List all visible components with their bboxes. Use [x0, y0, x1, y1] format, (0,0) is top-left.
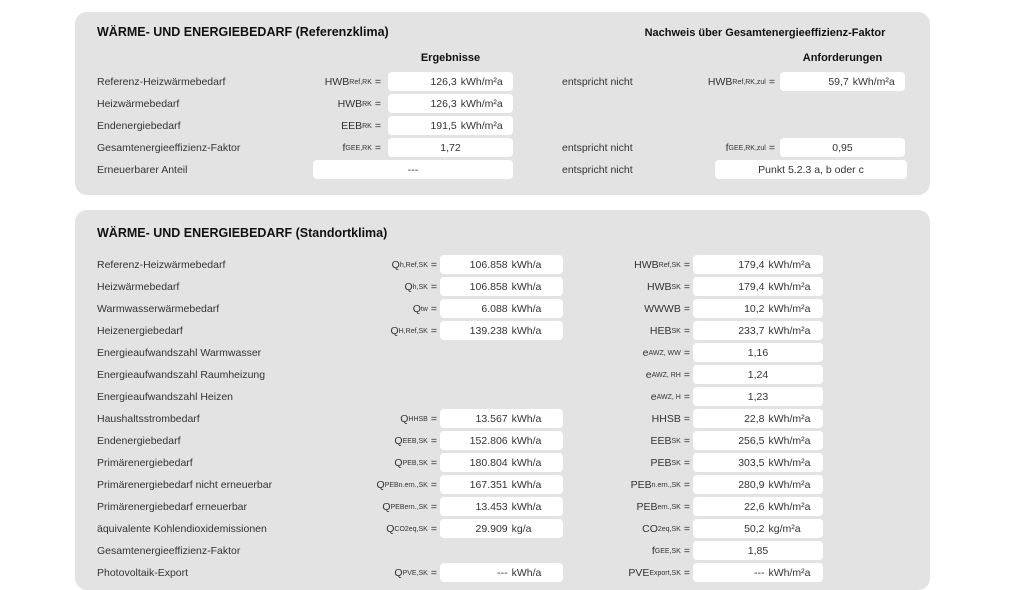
wide-value-box: [313, 160, 513, 179]
value: 13.453: [475, 500, 508, 513]
unit: kWh/m²a: [768, 456, 811, 469]
symbol-base: Q: [386, 523, 395, 535]
table-row: [75, 343, 930, 363]
value: 139.238: [469, 324, 508, 337]
value: 126,3: [430, 97, 457, 110]
symbol-base: PEB: [636, 501, 658, 513]
symbol-base: CO: [642, 523, 658, 535]
value: 233,7: [738, 324, 765, 337]
value: 50,2: [744, 522, 765, 535]
value: ---: [497, 566, 508, 579]
unit: kg/m²a: [768, 522, 801, 535]
symbol: [245, 563, 437, 583]
equals-sign: =: [768, 76, 775, 88]
symbol: [245, 519, 437, 539]
symbol-base: EEB: [341, 120, 363, 132]
symbol: [545, 409, 690, 429]
value-box: [693, 453, 823, 472]
table-row: [75, 299, 930, 319]
value: Punkt 5.2.3 a, b oder c: [758, 163, 864, 176]
symbol: [245, 277, 437, 297]
value: 303,5: [738, 456, 765, 469]
value-box: [388, 138, 513, 157]
symbol: [245, 431, 437, 451]
value: ---: [407, 163, 419, 176]
symbol-base: HWB: [337, 98, 363, 110]
symbol-base: Q: [376, 479, 385, 491]
unit: kWh/a: [511, 456, 542, 469]
equals-sign: =: [683, 457, 690, 469]
row-label: Heizwärmebedarf: [97, 281, 180, 293]
equals-sign: =: [683, 325, 690, 337]
panel-standortklima: [75, 210, 930, 590]
symbol-subscript: GEE,RK,zul: [728, 144, 766, 152]
unit: kWh/a: [511, 280, 542, 293]
equals-sign: =: [683, 281, 690, 293]
row-label: Photovoltaik-Export: [97, 567, 189, 579]
symbol: [195, 138, 381, 158]
wide-value-box: [715, 160, 907, 179]
symbol: [545, 387, 690, 407]
row-label: Gesamtenergieeffizienz-Faktor: [97, 545, 241, 557]
value: 10,2: [744, 302, 765, 315]
symbol-base: EEB: [650, 435, 672, 447]
value-box: [693, 299, 823, 318]
equals-sign: =: [430, 457, 437, 469]
unit: kWh/a: [511, 412, 542, 425]
equals-sign: =: [683, 303, 690, 315]
equals-sign: =: [430, 303, 437, 315]
unit: kWh/a: [511, 302, 542, 315]
mid-status: entspricht nicht: [562, 142, 633, 154]
value: 179,4: [738, 280, 765, 293]
value: 191,5: [430, 119, 457, 132]
value-box: [693, 409, 823, 428]
symbol-base: f: [725, 142, 729, 154]
equals-sign: =: [683, 259, 690, 271]
symbol-base: f: [342, 142, 346, 154]
row-label: Primärenergiebedarf nicht erneuerbar: [97, 479, 273, 491]
symbol: [195, 116, 381, 136]
column-heading-ergebnisse: Ergebnisse: [420, 52, 481, 64]
value: 106.858: [469, 258, 508, 271]
value: 0,95: [832, 141, 853, 154]
table-row: [75, 387, 930, 407]
row-label: Referenz-Heizwärmebedarf: [97, 259, 226, 271]
symbol: [545, 563, 690, 583]
symbol: [545, 321, 690, 341]
nachweis-heading: Nachweis über Gesamtenergieeffizienz-Faktor: [644, 27, 886, 39]
equals-sign: =: [683, 501, 690, 513]
symbol: [545, 255, 690, 275]
value-box: [693, 255, 823, 274]
equals-sign: =: [683, 545, 690, 557]
table-row: [75, 277, 930, 297]
symbol: [545, 541, 690, 561]
unit: kg/a: [511, 522, 532, 535]
value: 152.806: [469, 434, 508, 447]
symbol-subscript: PEB,SK: [402, 459, 428, 467]
value-box: [693, 563, 823, 582]
table-row: [75, 453, 930, 473]
table-row: [75, 160, 930, 180]
symbol: [545, 277, 690, 297]
symbol-subscript: PEBern.,SK: [390, 503, 428, 511]
value: 126,3: [430, 75, 457, 88]
symbol: [195, 72, 381, 92]
value: 167.351: [469, 478, 508, 491]
value-box: [693, 343, 823, 362]
symbol-subscript: Ref,SK: [658, 261, 681, 269]
row-label: Primärenergiebedarf erneuerbar: [97, 501, 247, 513]
unit: kWh/a: [511, 434, 542, 447]
unit: kWh/m²a: [768, 302, 811, 315]
symbol-subscript: tw: [420, 305, 428, 313]
equals-sign: =: [768, 142, 775, 154]
value: 22,8: [744, 412, 765, 425]
symbol-base: HWB: [647, 281, 672, 293]
symbol-base: HWB: [324, 76, 350, 88]
row-label: Energieaufwandszahl Warmwasser: [97, 347, 262, 359]
unit: kWh/m²a: [768, 500, 811, 513]
symbol-base: Q: [390, 325, 399, 337]
value-box: [693, 321, 823, 340]
value-box: [693, 519, 823, 538]
equals-sign: =: [430, 567, 437, 579]
equals-sign: =: [683, 479, 690, 491]
symbol-subscript: PVE,SK: [402, 569, 428, 577]
symbol-subscript: H,Ref,SK: [398, 327, 428, 335]
symbol-subscript: AWZ, WW: [648, 349, 681, 357]
unit: kWh/m²a: [768, 324, 811, 337]
equals-sign: =: [430, 281, 437, 293]
symbol-subscript: h,SK: [412, 283, 428, 291]
symbol: [545, 497, 690, 517]
unit: kWh/m²a: [460, 119, 503, 132]
table-row: [75, 541, 930, 561]
value: 280,9: [738, 478, 765, 491]
unit: kWh/a: [511, 478, 542, 491]
row-label: Energieaufwandszahl Raumheizung: [97, 369, 266, 381]
symbol-subscript: RK: [362, 100, 372, 108]
column-heading-anforderungen: Anforderungen: [802, 52, 883, 64]
value-box: [693, 431, 823, 450]
value: 1,23: [747, 390, 769, 403]
equals-sign: =: [374, 76, 381, 88]
symbol: [545, 453, 690, 473]
symbol-subscript: h,Ref,SK: [399, 261, 428, 269]
symbol-subscript: RK: [362, 122, 372, 130]
value-box: [693, 475, 823, 494]
symbol-subscript: SK: [671, 437, 681, 445]
symbol-base: PEB: [630, 479, 652, 491]
value: 29.909: [475, 522, 508, 535]
symbol-subscript: SK: [671, 327, 681, 335]
equals-sign: =: [683, 523, 690, 535]
symbol-base: Q: [394, 457, 403, 469]
row-label: Endenergiebedarf: [97, 435, 181, 447]
symbol: [545, 299, 690, 319]
value-box: [693, 387, 823, 406]
table-row: [75, 431, 930, 451]
symbol: [615, 72, 775, 92]
symbol-base: PEB: [650, 457, 672, 469]
table-row: [75, 321, 930, 341]
equals-sign: =: [430, 413, 437, 425]
value: 1,85: [747, 544, 769, 557]
value: 179,4: [738, 258, 765, 271]
row-label: Erneuerbarer Anteil: [97, 164, 188, 176]
symbol-base: HWB: [707, 76, 733, 88]
symbol: [245, 299, 437, 319]
unit: kWh/m²a: [460, 75, 503, 88]
symbol-base: Q: [382, 501, 391, 513]
row-label: Warmwasserwärmebedarf: [97, 303, 220, 315]
unit: kWh/m²a: [768, 258, 811, 271]
equals-sign: =: [430, 479, 437, 491]
equals-sign: =: [683, 369, 690, 381]
symbol-subscript: EEB,SK: [402, 437, 428, 445]
table-row: [75, 409, 930, 429]
symbol-base: HWB: [634, 259, 659, 271]
symbol-subscript: n.ern.,SK: [651, 481, 681, 489]
value-box: [693, 497, 823, 516]
symbol-base: Q: [394, 567, 403, 579]
table-row: [75, 497, 930, 517]
symbol-subscript: Ref,RK: [349, 78, 372, 86]
symbol: [545, 519, 690, 539]
symbol-base: e: [650, 391, 657, 403]
symbol-subscript: GEE,RK: [345, 144, 372, 152]
panel-title: WÄRME- UND ENERGIEBEDARF (Referenzklima): [97, 25, 389, 39]
symbol: [245, 497, 437, 517]
value-box: [780, 138, 905, 157]
value-box: [388, 94, 513, 113]
symbol: [245, 475, 437, 495]
value: 106.858: [469, 280, 508, 293]
mid-status: entspricht nicht: [562, 76, 633, 88]
equals-sign: =: [374, 98, 381, 110]
unit: kWh/m²a: [768, 566, 811, 579]
unit: kWh/m²a: [852, 75, 895, 88]
symbol: [545, 365, 690, 385]
equals-sign: =: [430, 435, 437, 447]
equals-sign: =: [374, 142, 381, 154]
symbol-base: HHSB: [651, 413, 681, 425]
value: 6.088: [481, 302, 508, 315]
unit: kWh/a: [511, 324, 542, 337]
value: 256,5: [738, 434, 765, 447]
value: 59,7: [828, 75, 849, 88]
symbol-subscript: AWZ, H: [656, 393, 681, 401]
table-row: [75, 563, 930, 583]
table-row: [75, 365, 930, 385]
unit: kWh/a: [511, 566, 542, 579]
symbol-subscript: GEE,SK: [654, 547, 681, 555]
table-row: [75, 138, 930, 158]
unit: kWh/m²a: [768, 478, 811, 491]
symbol-subscript: CO2eq,SK: [394, 525, 428, 533]
symbol: [245, 321, 437, 341]
panel-referenzklima: [75, 12, 930, 195]
symbol: [245, 255, 437, 275]
table-row: [75, 255, 930, 275]
symbol-base: HEB: [649, 325, 672, 337]
symbol-subscript: 2eq,SK: [657, 525, 681, 533]
symbol-base: Q: [412, 303, 421, 315]
value: 1,72: [440, 141, 461, 154]
table-row: [75, 116, 930, 136]
unit: kWh/a: [511, 500, 542, 513]
table-row: [75, 475, 930, 495]
equals-sign: =: [683, 435, 690, 447]
panel-title: WÄRME- UND ENERGIEBEDARF (Standortklima): [97, 226, 388, 240]
equals-sign: =: [374, 120, 381, 132]
row-label: Heizenergiebedarf: [97, 325, 183, 337]
symbol-base: e: [642, 347, 649, 359]
row-label: Heizwärmebedarf: [97, 98, 180, 110]
symbol-base: Q: [391, 259, 400, 271]
symbol-base: Q: [404, 281, 413, 293]
symbol-subscript: SK: [671, 459, 681, 467]
value: 22,6: [744, 500, 765, 513]
table-row: [75, 519, 930, 539]
symbol: [615, 138, 775, 158]
symbol-base: f: [651, 545, 655, 557]
unit: kWh/m²a: [460, 97, 503, 110]
row-label: Gesamtenergieeffizienz-Faktor: [97, 142, 241, 154]
value-box: [780, 72, 905, 91]
symbol-subscript: Ref,RK,zul: [732, 78, 766, 86]
row-label: äquivalente Kohlendioxidemissionen: [97, 523, 267, 535]
unit: kWh/m²a: [768, 280, 811, 293]
symbol-base: WWWB: [644, 303, 681, 315]
symbol-subscript: HHSB: [408, 415, 428, 423]
symbol-base: Q: [400, 413, 409, 425]
mid-status: entspricht nicht: [562, 164, 633, 176]
symbol-base: Q: [394, 435, 403, 447]
row-label: Primärenergiebedarf: [97, 457, 193, 469]
row-label: Energieaufwandszahl Heizen: [97, 391, 234, 403]
symbol-subscript: AWZ, RH: [651, 371, 681, 379]
row-label: Haushaltsstrombedarf: [97, 413, 200, 425]
symbol-base: PVE: [628, 567, 650, 579]
equals-sign: =: [430, 523, 437, 535]
value-box: [388, 72, 513, 91]
symbol-base: e: [645, 369, 652, 381]
value-box: [693, 365, 823, 384]
symbol: [245, 409, 437, 429]
symbol-subscript: Export,SK: [649, 569, 681, 577]
equals-sign: =: [430, 259, 437, 271]
value: 1,16: [747, 346, 769, 359]
table-row: [75, 72, 930, 92]
symbol-subscript: SK: [671, 283, 681, 291]
value-box: [693, 541, 823, 560]
value-box: [388, 116, 513, 135]
equals-sign: =: [683, 413, 690, 425]
symbol-subscript: ern.,SK: [657, 503, 681, 511]
row-label: Endenergiebedarf: [97, 120, 181, 132]
value: 180.804: [469, 456, 508, 469]
value: 1,24: [747, 368, 769, 381]
unit: kWh/m²a: [768, 412, 811, 425]
value-box: [693, 277, 823, 296]
symbol: [545, 343, 690, 363]
unit: kWh/a: [511, 258, 542, 271]
symbol: [245, 453, 437, 473]
equals-sign: =: [683, 391, 690, 403]
symbol: [545, 431, 690, 451]
value: ---: [754, 566, 765, 579]
symbol: [195, 94, 381, 114]
symbol: [545, 475, 690, 495]
symbol-subscript: PEBn.ern.,SK: [384, 481, 428, 489]
row-label: Referenz-Heizwärmebedarf: [97, 76, 226, 88]
equals-sign: =: [683, 347, 690, 359]
value: 13.567: [475, 412, 508, 425]
equals-sign: =: [430, 325, 437, 337]
equals-sign: =: [430, 501, 437, 513]
equals-sign: =: [683, 567, 690, 579]
table-row: [75, 94, 930, 114]
unit: kWh/m²a: [768, 434, 811, 447]
